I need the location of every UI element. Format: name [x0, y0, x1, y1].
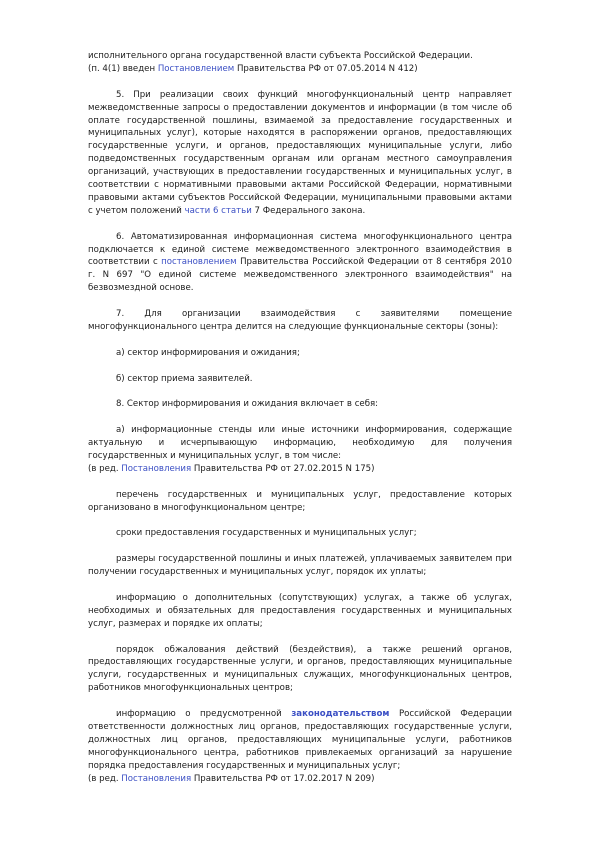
info-stand-item-6 [88, 708, 512, 773]
clause-6-tail: Правительства Российской Федерации от 8 сентября 2010 г. N 697 "О единой системе межведомственного электронного взаимодействия" на безвозмездной основе. [88, 257, 512, 294]
document-body [88, 50, 512, 785]
info-stand-item-2: сроки предоставления государственных и муниципальных услуг; [116, 528, 417, 539]
clause-5-text: 5. При реализации своих функций многофункциональный центр направляет межведомственные запросы о предоставлении документов и информации (в том числе об оплате государственной пошлины, взимаемой за предоставление государственных и муниципальных услуг), которые находятся в распоряжении органов, предоставляющих государственные услуги, и органов, предоставляющих муниципальные услуги, либо подведомственных государственным органам или органам местного самоуправления организаций, участвующих в предоставлении государственных и муниципальных услуг, в соответствии с нормативными правовыми актами Российской Федерации, нормативными правовыми актами субъектов Российской Федерации, муниципальными правовыми актами с учетом положений [88, 89, 512, 216]
info-stand-item-4: информацию о дополнительных (сопутствующих) услугах, а также об услугах, необходимых и обязательных для предоставления государственных и муниципальных услуг, размерах и порядке их оплаты; [88, 592, 512, 629]
info-stand-item-5: порядок обжалования действий (бездействия), а также решений органов, предоставляющих государственные услуги, и органов, предоставляющих муниципальные услуги, государственных и муниципальных служащих, многофункциональных центров, работников многофункциональных центров; [88, 644, 512, 694]
amendment-note-2-prefix: (в ред. [88, 463, 122, 474]
amendment-note-1-suffix: Правительства РФ от 07.05.2014 N 412) [234, 63, 418, 74]
postanovlenie-link-412[interactable]: Постановлением [157, 63, 235, 74]
clause-7-item-a: а) сектор информирования и ожидания; [116, 347, 300, 358]
clause-8-item-a: а) информационные стенды или иные источники информирования, содержащие актуальную и исчерпывающую информацию, необходимую для получения государственных и муниципальных услуг, в том числе: [88, 425, 512, 461]
postanovlenie-link-209[interactable]: Постановления [121, 773, 192, 784]
chast-6-stati-link[interactable]: части 6 статьи [184, 205, 252, 216]
amendment-note-3 [88, 773, 512, 786]
clause-5 [88, 89, 512, 218]
zakonodatelstvom-link[interactable]: законодательством [291, 709, 390, 720]
amendment-note-1 [88, 63, 512, 76]
postanovlenie-link-697[interactable]: постановлением [161, 257, 237, 268]
clause-8: 8. Сектор информирования и ожидания включает в себя: [116, 399, 379, 410]
clause-5-tail: 7 Федерального закона. [251, 205, 366, 216]
amendment-note-1-prefix: (п. 4(1) введен [88, 63, 158, 74]
clause-6-text: 6. Автоматизированная информационная система многофункционального центра подключается к единой системе межведомственного электронного взаимодействия в соответствии с [88, 231, 512, 268]
postanovlenie-link-175[interactable]: Постановления [121, 463, 192, 474]
amendment-note-3-prefix: (в ред. [88, 773, 122, 784]
amendment-note-2-suffix: Правительства РФ от 27.02.2015 N 175) [191, 463, 375, 474]
carryover-line: исполнительного органа государственной власти субъекта Российской Федерации. [88, 51, 473, 61]
clause-7: 7. Для организации взаимодействия с заявителями помещение многофункционального центра делится на следующие функциональные секторы (зоны): [88, 309, 512, 332]
info-stand-item-1: перечень государственных и муниципальных услуг, предоставление которых организовано в многофункциональном центре; [88, 489, 512, 513]
info-stand-item-3: размеры государственной пошлины и иных платежей, уплачиваемых заявителем при получении государственных и муниципальных услуг, порядок их уплаты; [88, 554, 512, 578]
info-stand-item-6-tail: Российской Федерации ответственности должностных лиц органов, предоставляющих государственные услуги, должностных лиц органов, предоставляющих муниципальные услуги, работников многофункционального центра, работников привлекаемых организаций за нарушение порядка предоставления государственных и муниципальных услуг; [88, 709, 512, 771]
amendment-note-3-suffix: Правительства РФ от 17.02.2017 N 209) [191, 773, 375, 784]
info-stand-item-6-pre: информацию о предусмотренной [116, 709, 292, 720]
clause-6 [88, 231, 512, 296]
clause-7-item-b: б) сектор приема заявителей. [116, 373, 253, 384]
amendment-note-2 [88, 463, 512, 476]
